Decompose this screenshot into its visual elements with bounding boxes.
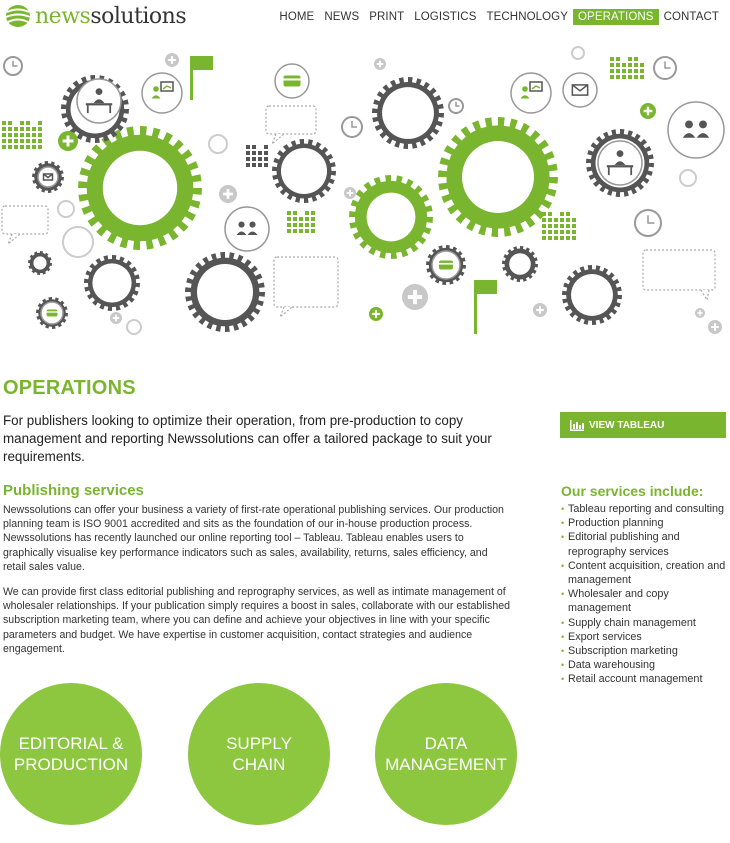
presenter-icon xyxy=(142,73,182,113)
envelope-icon xyxy=(563,73,597,107)
view-tableau-label: VIEW TABLEAU xyxy=(589,419,665,431)
presenter-icon xyxy=(511,73,551,113)
ring-icon xyxy=(209,135,227,153)
nav-print[interactable]: PRINT xyxy=(369,11,405,23)
plus-icon xyxy=(165,53,179,67)
gear-icon xyxy=(185,252,265,332)
plus-icon xyxy=(402,284,428,310)
dot-grid-icon xyxy=(542,212,576,240)
main-nav xyxy=(274,9,724,25)
service-item: • Editorial publishing and reprography services xyxy=(561,530,727,558)
credit-card-icon xyxy=(432,251,460,279)
credit-card-icon xyxy=(41,302,63,324)
plus-icon xyxy=(110,312,122,324)
desk-worker-icon xyxy=(77,79,121,123)
flag-icon xyxy=(190,56,213,100)
logo-globe-icon xyxy=(4,3,32,29)
service-item: • Content acquisition, creation and management xyxy=(561,559,727,587)
service-item: • Supply chain management xyxy=(561,616,727,630)
publishing-paragraph-2: We can provide first class editorial publishing and reprography services, as well as intimate management of wholesaler relationships. If your publication simply requires a boost in sales, collaborate with our established subscription marketing team, where you can define and achieve your objectives in line with your specific parameters and budget. We have expertise in customer acquisition, contact strategies and audience engagement. xyxy=(3,586,510,655)
plus-icon xyxy=(374,58,386,70)
editorial-production-circle[interactable]: EDITORIAL & PRODUCTION xyxy=(0,683,142,825)
logo[interactable] xyxy=(4,3,186,29)
gear-icon xyxy=(372,77,444,149)
nav-technology[interactable]: TECHNOLOGY xyxy=(486,11,568,23)
dot-grid-icon xyxy=(246,145,268,167)
logo-text-solutions: solutions xyxy=(90,3,187,29)
gear-icon xyxy=(349,175,433,259)
gear-icon xyxy=(438,117,558,237)
gear-icon xyxy=(78,126,202,250)
clock-icon xyxy=(342,117,362,137)
plus-icon xyxy=(219,185,237,203)
service-item: • Retail account management xyxy=(561,672,727,686)
nav-home[interactable]: HOME xyxy=(279,11,315,23)
plus-icon xyxy=(695,308,705,318)
dot-grid-icon xyxy=(287,211,315,233)
service-item: • Tableau reporting and consulting xyxy=(561,502,727,516)
ring-icon xyxy=(680,170,696,186)
logo-text-news: news xyxy=(35,3,91,29)
nav-operations[interactable]: OPERATIONS xyxy=(573,9,659,25)
nav-news[interactable]: NEWS xyxy=(324,11,360,23)
services-list xyxy=(561,502,727,687)
clock-icon xyxy=(635,210,661,236)
plus-icon xyxy=(708,320,722,334)
gear-icon xyxy=(84,255,140,311)
intro-text: For publishers looking to optimize their operation, from pre-production to copy management and reporting Newssolutions can offer a tailored package to suit your requirements. xyxy=(3,413,492,464)
ring-icon xyxy=(572,47,584,59)
nav-contact[interactable]: CONTACT xyxy=(663,11,719,23)
publishing-paragraph-1: Newssolutions can offer your business a variety of first-rate operational publishing services. Our production planning team is ISO 9001 accredited and sits as the foundation of our in-house production process. Newssolutions has recently launched our online reporting tool – Tableau. Tableau enables users to graphically visualise key performance indicators such as sales, availability, returns, sales efficiency, and retail sales value. xyxy=(3,504,504,573)
clock-icon xyxy=(449,99,463,113)
ring-icon xyxy=(58,201,74,217)
clock-icon xyxy=(4,57,22,75)
supply-chain-circle[interactable]: SUPPLY CHAIN xyxy=(188,683,330,825)
plus-icon xyxy=(640,103,656,119)
view-tableau-button[interactable] xyxy=(560,412,726,438)
header xyxy=(0,0,730,36)
service-item: • Production planning xyxy=(561,516,727,530)
gear-icon xyxy=(562,265,622,325)
chat-bubble-icon xyxy=(274,257,338,317)
flag-icon xyxy=(474,280,497,334)
users-icon xyxy=(225,207,269,251)
page-title: OPERATIONS xyxy=(3,377,136,399)
chat-bubble-icon xyxy=(643,250,715,300)
data-management-circle[interactable]: DATA MANAGEMENT xyxy=(375,683,517,825)
dot-grid-icon xyxy=(2,121,42,149)
plus-icon xyxy=(58,131,78,151)
nav-logistics[interactable]: LOGISTICS xyxy=(414,11,477,23)
plus-icon xyxy=(533,303,547,317)
services-title: Our services include: xyxy=(561,483,704,499)
plus-icon xyxy=(369,307,383,321)
envelope-icon xyxy=(38,167,58,187)
service-item: • Data warehousing xyxy=(561,658,727,672)
logo-text xyxy=(35,4,186,29)
plus-icon xyxy=(344,187,356,199)
gear-icon xyxy=(502,246,538,282)
chat-bubble-icon xyxy=(266,106,316,144)
section-title-publishing: Publishing services xyxy=(3,482,144,499)
service-item: • Wholesaler and copy management xyxy=(561,587,727,615)
hero-illustration xyxy=(0,46,730,346)
desk-worker-icon xyxy=(598,141,642,185)
gear-icon xyxy=(272,139,336,203)
ring-icon xyxy=(63,227,93,257)
clock-icon xyxy=(654,57,676,79)
service-item: • Export services xyxy=(561,630,727,644)
bar-chart-icon xyxy=(570,420,584,431)
gear-icon xyxy=(28,251,52,275)
service-item: • Subscription marketing xyxy=(561,644,727,658)
dot-grid-icon xyxy=(610,57,644,79)
ring-icon xyxy=(127,320,141,334)
users-icon xyxy=(668,102,724,158)
chat-bubble-icon xyxy=(2,206,48,244)
credit-card-icon xyxy=(275,64,309,98)
